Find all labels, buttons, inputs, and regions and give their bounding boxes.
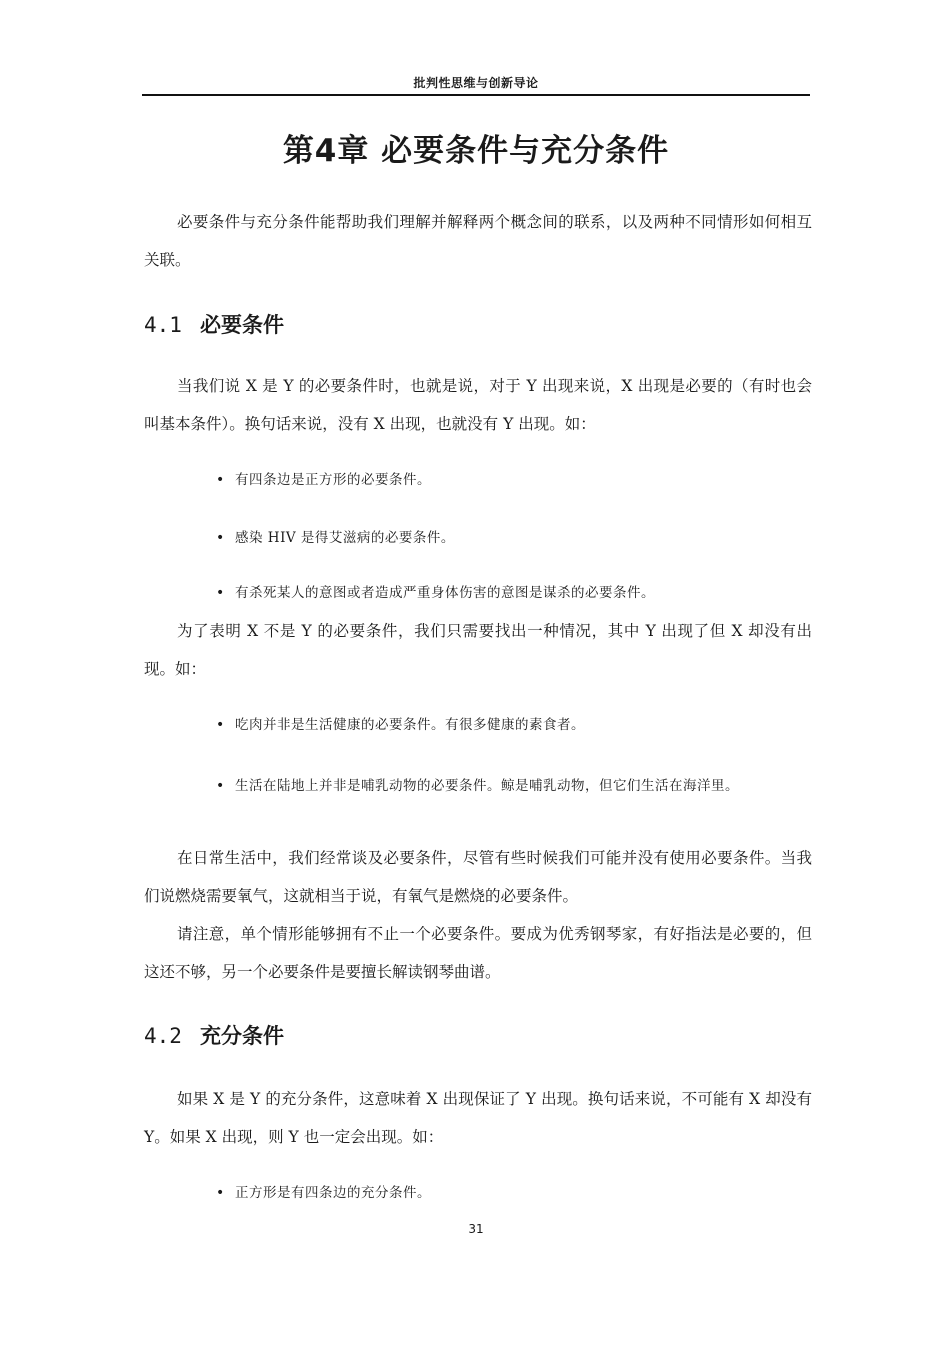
section-number: 4.2 bbox=[144, 1024, 182, 1048]
paragraph: 请注意，单个情形能够拥有不止一个必要条件。要成为优秀钢琴家，有好指法是必要的，但这还不够，另一个必要条件是要擅长解读钢琴曲谱。 bbox=[144, 925, 812, 981]
section-heading-4-2 bbox=[144, 1020, 284, 1050]
bullet-icon: • bbox=[216, 472, 225, 488]
list-item bbox=[216, 580, 796, 607]
bullet-icon: • bbox=[216, 717, 225, 733]
list-item-text: 有杀死某人的意图或者造成严重身体伤害的意图是谋杀的必要条件。 bbox=[235, 585, 655, 601]
paragraph: 如果 X 是 Y 的充分条件，这意味着 X 出现保证了 Y 出现。换句话来说，不可能有 X 却没有 Y。如果 X 出现，则 Y 也一定会出现。如： bbox=[144, 1090, 812, 1146]
list-item-text: 正方形是有四条边的充分条件。 bbox=[235, 1185, 431, 1201]
section-title: 必要条件 bbox=[200, 313, 284, 337]
list-item bbox=[216, 467, 796, 494]
list-item bbox=[216, 1180, 796, 1207]
list-item-text: 吃肉并非是生活健康的必要条件。有很多健康的素食者。 bbox=[235, 717, 585, 733]
section-number: 4.1 bbox=[144, 313, 182, 337]
intro-paragraph: 必要条件与充分条件能帮助我们理解并解释两个概念间的联系，以及两种不同情形如何相互关联。 bbox=[144, 213, 812, 269]
running-header: 批判性思维与创新导论 bbox=[413, 76, 539, 90]
chapter-title: 第4章 必要条件与充分条件 bbox=[282, 133, 670, 169]
list-item bbox=[216, 768, 776, 805]
list-item-text: 有四条边是正方形的必要条件。 bbox=[235, 472, 431, 488]
bullet-icon: • bbox=[216, 778, 225, 794]
paragraph: 为了表明 X 不是 Y 的必要条件，我们只需要找出一种情况，其中 Y 出现了但 X 却没有出现。如： bbox=[144, 622, 812, 678]
header-rule bbox=[142, 94, 810, 96]
bullet-icon: • bbox=[216, 530, 225, 546]
paragraph: 当我们说 X 是 Y 的必要条件时，也就是说，对于 Y 出现来说，X 出现是必要的（有时也会叫基本条件）。换句话来说，没有 X 出现，也就没有 Y 出现。如： bbox=[144, 377, 812, 433]
list-item bbox=[216, 712, 796, 739]
bullet-icon: • bbox=[216, 585, 225, 601]
bullet-icon: • bbox=[216, 1185, 225, 1201]
list-item-text: 感染 HIV 是得艾滋病的必要条件。 bbox=[235, 530, 455, 546]
paragraph: 在日常生活中，我们经常谈及必要条件，尽管有些时候我们可能并没有使用必要条件。当我们说燃烧需要氧气，这就相当于说，有氧气是燃烧的必要条件。 bbox=[144, 849, 812, 905]
list-item bbox=[216, 525, 796, 552]
list-item-text: 生活在陆地上并非是哺乳动物的必要条件。鲸是哺乳动物，但它们生活在海洋里。 bbox=[235, 778, 739, 794]
section-heading-4-1 bbox=[144, 309, 284, 339]
section-title: 充分条件 bbox=[200, 1024, 284, 1048]
page-number: 31 bbox=[468, 1222, 484, 1236]
